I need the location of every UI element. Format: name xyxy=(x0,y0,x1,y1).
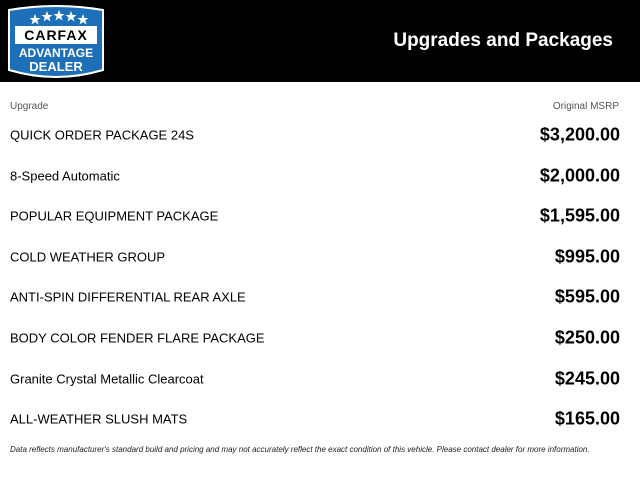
upgrade-price: $3,200.00 xyxy=(539,124,620,145)
column-header-upgrade: Upgrade xyxy=(10,101,49,112)
upgrade-price: $250.00 xyxy=(554,327,620,348)
upgrade-price: $995.00 xyxy=(554,246,620,267)
badge-line2-text: DEALER xyxy=(29,59,83,74)
page-title: Upgrades and Packages xyxy=(393,30,613,51)
upgrade-name: ALL-WEATHER SLUSH MATS xyxy=(10,411,188,427)
upgrade-name: 8-Speed Automatic xyxy=(10,168,120,184)
badge-brand-text: CARFAX xyxy=(24,27,88,43)
upgrade-price: $595.00 xyxy=(554,286,620,307)
carfax-advantage-dealer-logo xyxy=(5,4,107,80)
upgrade-name: BODY COLOR FENDER FLARE PACKAGE xyxy=(10,330,265,346)
upgrade-price: $245.00 xyxy=(554,368,620,389)
upgrade-name: ANTI-SPIN DIFFERENTIAL REAR AXLE xyxy=(10,289,246,305)
upgrade-name: Granite Crystal Metallic Clearcoat xyxy=(10,371,204,387)
upgrade-name: POPULAR EQUIPMENT PACKAGE xyxy=(10,208,219,224)
upgrade-row xyxy=(10,156,620,196)
upgrade-row xyxy=(10,196,620,236)
upgrade-row xyxy=(10,399,620,439)
upgrade-price: $165.00 xyxy=(554,408,620,429)
disclaimer-text: Data reflects manufacturer's standard build and pricing and may not accurately reflect the exact condition of this vehicle. Please contact dealer for more information. xyxy=(10,445,590,454)
upgrade-name: QUICK ORDER PACKAGE 24S xyxy=(10,127,194,143)
upgrade-row xyxy=(10,359,620,399)
upgrade-name: COLD WEATHER GROUP xyxy=(10,249,166,265)
upgrade-row xyxy=(10,237,620,277)
upgrade-row xyxy=(10,318,620,358)
badge-line1-text: ADVANTAGE xyxy=(18,46,94,60)
upgrade-price: $1,595.00 xyxy=(539,205,620,226)
upgrade-row xyxy=(10,115,620,155)
upgrade-row xyxy=(10,277,620,317)
column-header-msrp: Original MSRP xyxy=(552,101,619,112)
upgrade-price: $2,000.00 xyxy=(539,165,620,186)
header-bar xyxy=(0,0,640,82)
